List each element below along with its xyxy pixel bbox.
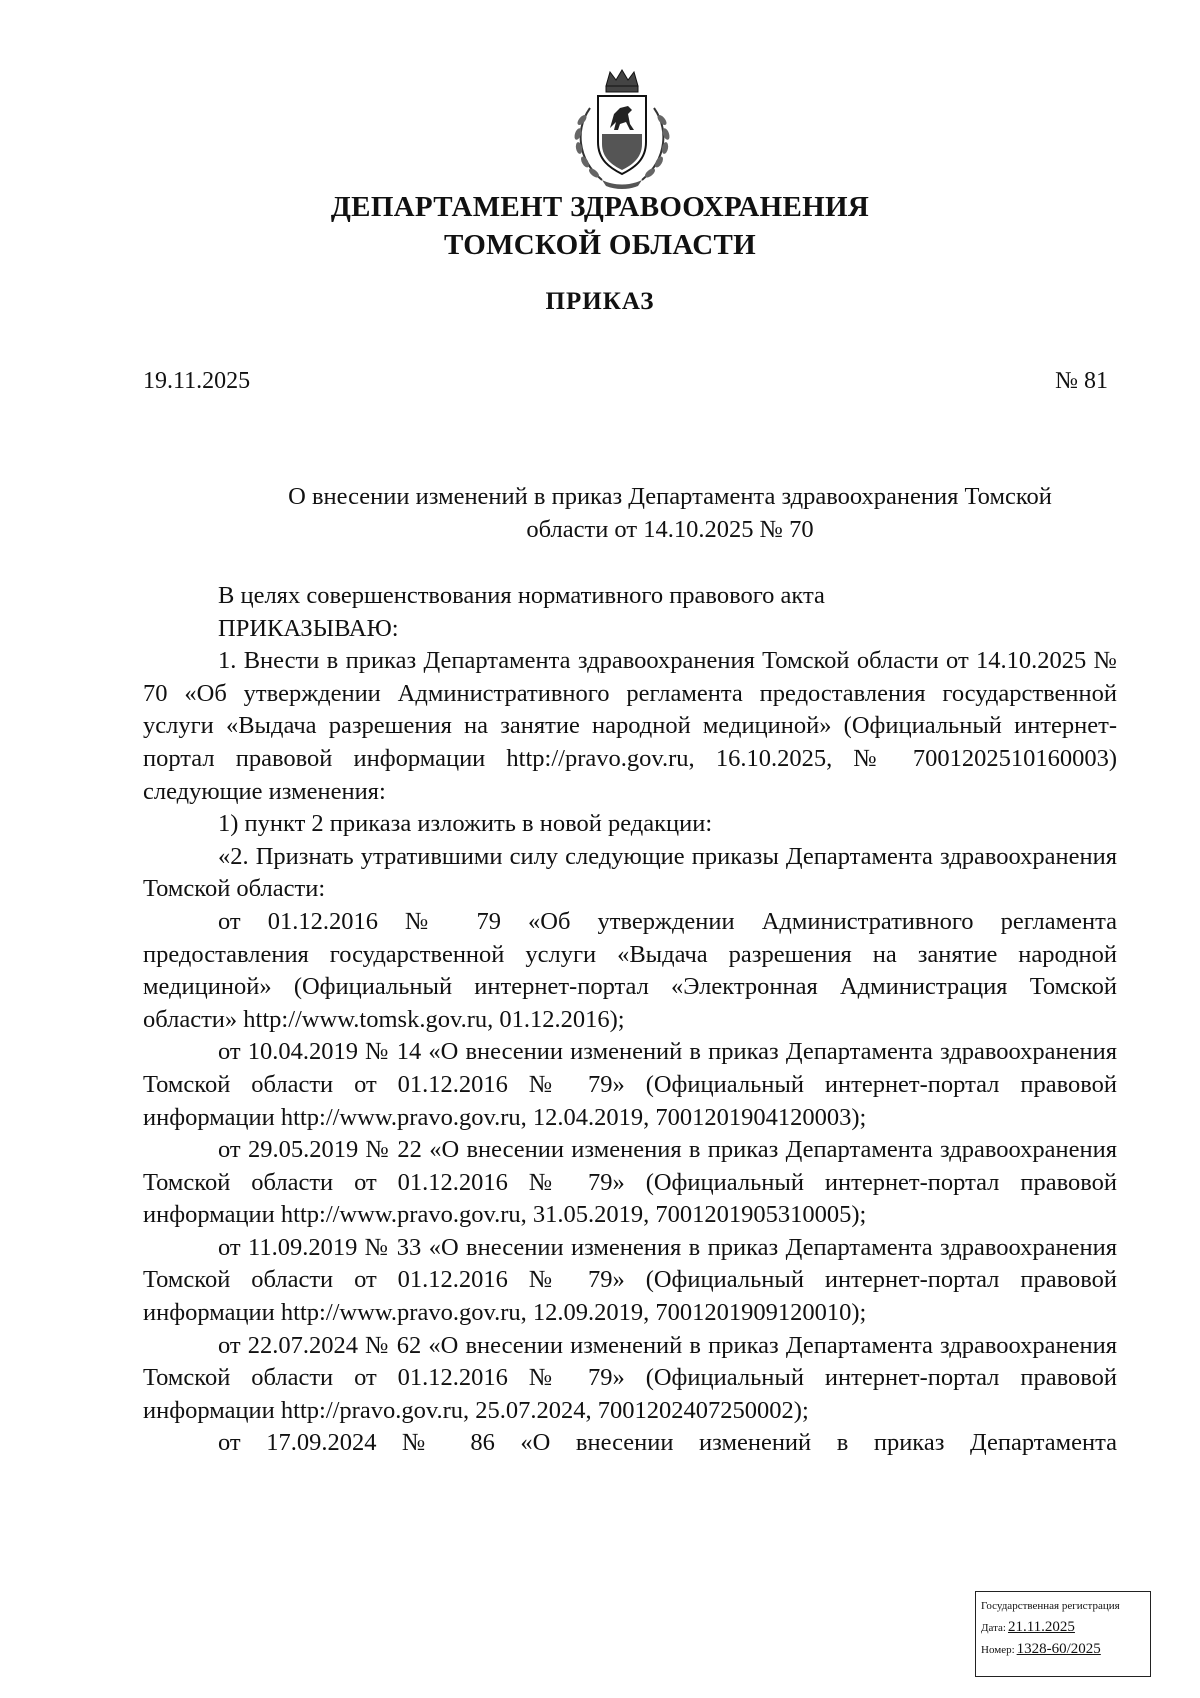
registration-date-value: 21.11.2025 bbox=[1007, 1619, 1075, 1635]
department-name-line2: ТОМСКОЙ ОБЛАСТИ bbox=[444, 229, 756, 261]
registration-date-row bbox=[981, 1617, 1145, 1639]
document-type: ПРИКАЗ bbox=[545, 288, 655, 315]
registration-number-value: 1328-60/2025 bbox=[1016, 1641, 1101, 1657]
document-title-line1: О внесении изменений в приказ Департамента здравоохранения Томской bbox=[288, 483, 1052, 510]
registration-number-row bbox=[981, 1639, 1145, 1661]
repealed-act-1: от 01.12.2016 № 79 «Об утверждении Административного регламента предоставления государственной услуги «Выдача разрешения на занятие народной медициной» (Официальный интернет-портал «Электронная Администрация Томской области» http://www.tomsk.gov.ru, 01.12.2016); bbox=[143, 907, 1117, 1033]
quoted-paragraph: «2. Признать утратившими силу следующие приказы Департамента здравоохранения Томской области: bbox=[143, 842, 1117, 903]
document-title bbox=[215, 480, 1125, 546]
order-word: ПРИКАЗЫВАЮ: bbox=[218, 614, 399, 642]
document-body bbox=[143, 580, 1117, 1460]
tomsk-oblast-coat-of-arms-icon bbox=[562, 68, 682, 192]
repealed-act-3: от 29.05.2019 № 22 «О внесении изменения в приказ Департамента здравоохранения Томской области от 01.12.2016 № 79» (Официальный интернет-портал правовой информации http://www.pravo.gov.ru, 31.05.2019, 7001201905310005); bbox=[143, 1136, 1117, 1229]
item-1-paragraph: 1. Внести в приказ Департамента здравоохранения Томской области от 14.10.2025 № 70 «Об утверждении Административного регламента предоставления государственной услуги «Выдача разрешения на занятие народной медициной» (Официальный интернет-портал правовой информации http://pravo.gov.ru, 16.10.2025, № 7001202510160003) следующие изменения: bbox=[143, 647, 1117, 805]
document-date: 19.11.2025 bbox=[143, 368, 251, 394]
subitem-1-paragraph: 1) пункт 2 приказа изложить в новой редакции: bbox=[218, 810, 713, 838]
purpose-paragraph: В целях совершенствования нормативного правового акта bbox=[218, 582, 825, 609]
document-title-line2: области от 14.10.2025 № 70 bbox=[526, 516, 814, 543]
repealed-act-2: от 10.04.2019 № 14 «О внесении изменений в приказ Департамента здравоохранения Томской области от 01.12.2016 № 79» (Официальный интернет-портал правовой информации http://www.pravo.gov.ru, 12.04.2019, 7001201904120003); bbox=[143, 1038, 1117, 1131]
document-number: № 81 bbox=[1055, 368, 1108, 394]
repealed-act-4: от 11.09.2019 № 33 «О внесении изменения в приказ Департамента здравоохранения Томской области от 01.12.2016 № 79» (Официальный интернет-портал правовой информации http://www.pravo.gov.ru, 12.09.2019, 7001201909120010); bbox=[143, 1233, 1117, 1327]
registration-number-label: Номер: bbox=[981, 1644, 1015, 1656]
registration-stamp bbox=[975, 1591, 1151, 1677]
registration-date-label: Дата: bbox=[981, 1622, 1006, 1634]
registration-heading: Государственная регистрация bbox=[981, 1600, 1120, 1612]
department-name-line1: ДЕПАРТАМЕНТ ЗДРАВООХРАНЕНИЯ bbox=[330, 191, 870, 223]
repealed-act-5: от 22.07.2024 № 62 «О внесении изменений в приказ Департамента здравоохранения Томской области от 01.12.2016 № 79» (Официальный интернет-портал правовой информации http://pravo.gov.ru, 25.07.2024, 7001202407250002); bbox=[143, 1331, 1117, 1424]
department-name bbox=[0, 188, 1200, 264]
repealed-act-6: от 17.09.2024 № 86 «О внесении изменений в приказ Департамента bbox=[218, 1429, 1117, 1457]
